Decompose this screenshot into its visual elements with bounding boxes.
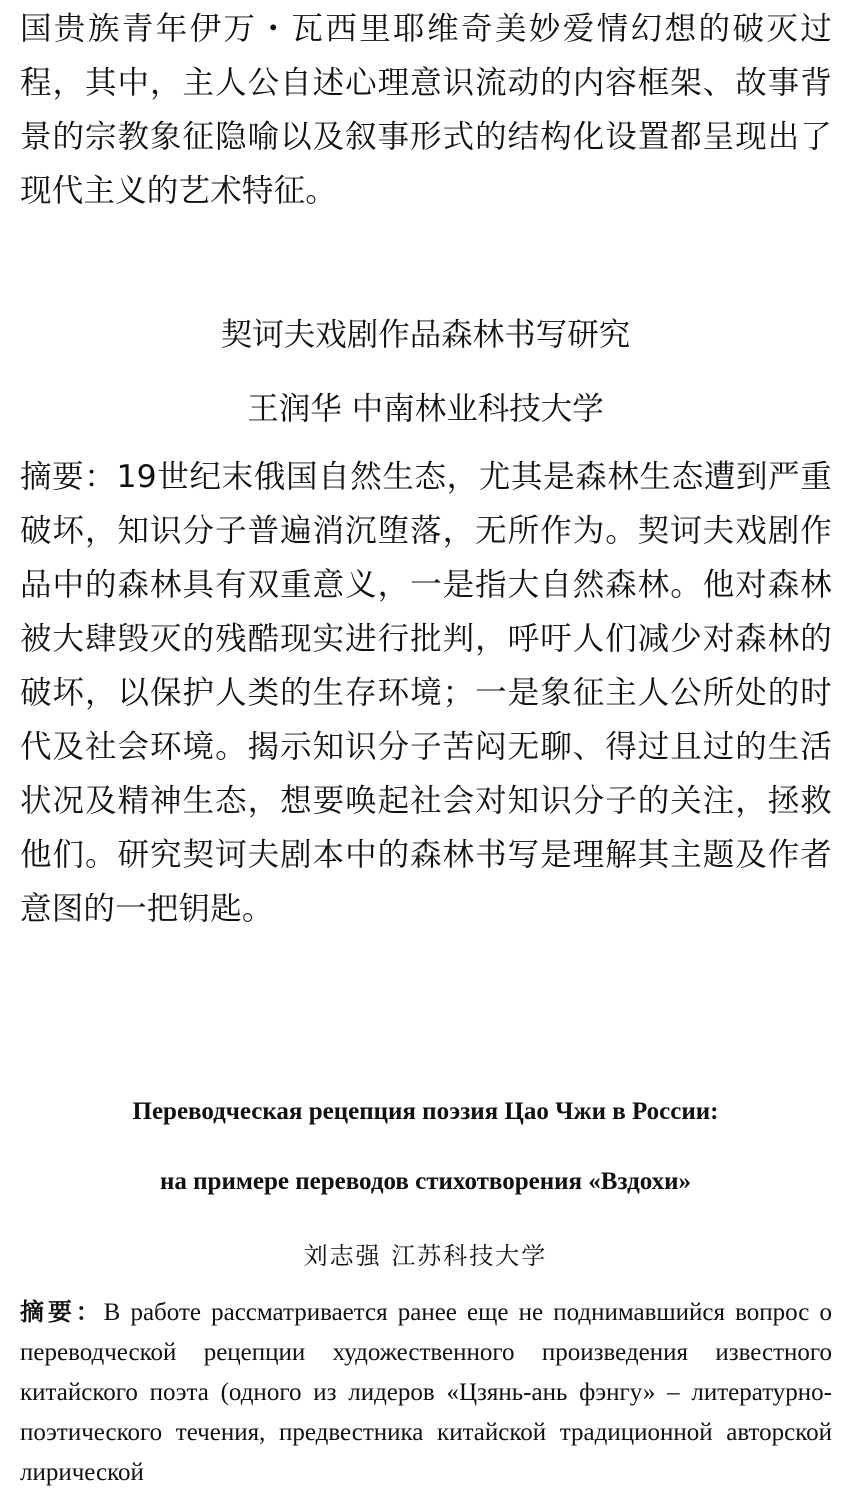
abstract-chekhov: 摘要：19世纪末俄国自然生态，尤其是森林生态遭到严重破坏，知识分子普遍消沉堕落，无所作为。契诃夫戏剧作品中的森林具有双重意义，一是指大自然森林。他对森林被大肆毁灭的残酷现实进行批判，呼吁人们减少对森林的破坏，以保护人类的生存环境；一是象征主人公所处的时代及社会环境。揭示知识分子苦闷无聊、得过且过的生活状况及精神生态，想要唤起社会对知识分子的关注，拯救他们。研究契诃夫剧本中的森林书写是理解其主题及作者意图的一把钥匙。 [20,459,832,927]
abstract-label: 摘要： [20,1298,104,1326]
author-affiliation-cao-zhi: 刘志强 江苏科技大学 [303,1242,548,1270]
abstract-cao-zhi [20,1292,832,1493]
author-affiliation-chekhov: 王润华 中南林业科技大学 [247,391,604,427]
paper-title-cao-zhi-line2: на примере переводов стихотворения «Вздохи» [159,1168,692,1195]
paper-title-chekhov: 契诃夫戏剧作品森林书写研究 [220,317,631,353]
paper-title-cao-zhi-line1: Переводческая рецепция поэзия Цао Чжи в России: [132,1098,719,1125]
abstract-text: В работе рассматривается ранее еще не поднимавшийся вопрос о переводческой рецепции художественного произведения известного китайского поэта (одного из лидеров «Цзянь-ань фэнгу» – литературно-поэтического течения, предвестника китайской традиционной авторской лирической [20,1299,833,1486]
previous-abstract-continuation: 国贵族青年伊万・瓦西里耶维奇美妙爱情幻想的破灭过程，其中，主人公自述心理意识流动的内容框架、故事背景的宗教象征隐喻以及叙事形式的结构化设置都呈现出了现代主义的艺术特征。 [20,11,832,209]
